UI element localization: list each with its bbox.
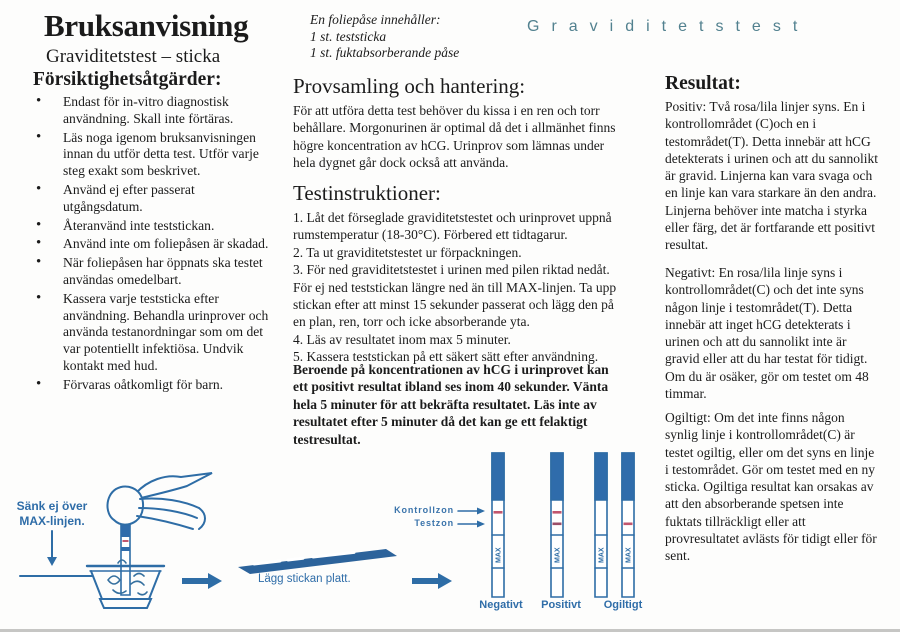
result-positive-paragraph: Positiv: Två rosa/lila linjer syns. En i kontrollområdet (C)och en i testområdet(T). Detta innebär att hCG detekterats i urinen och att du sannolikt är gravid. Linjerna kan vara svaga och en linje kan vara starkare än den andra. Linjerna behöver inte matcha i styrka eller färg, det är fortfarande ett positivt resultat. <box>665 99 878 253</box>
test-zone-label: Testzon <box>414 518 454 528</box>
test-strip-invalid-blank <box>595 453 607 597</box>
results-heading: Resultat: <box>665 73 741 94</box>
page-subtitle: Graviditetstest – sticka <box>46 46 221 67</box>
instruction-step: 4. Läs av resultatet inom max 5 minuter. <box>293 331 511 347</box>
precaution-item: • Använd ej efter passerat utgångsdatum. <box>33 182 271 216</box>
usage-diagram <box>0 430 660 632</box>
package-note-line: En foliepåse innehåller: <box>310 12 441 27</box>
hand-illustration <box>107 473 212 529</box>
strip-label-invalid: Ogiltigt <box>603 599 643 611</box>
instruction-step: 3. För ned graviditetstestet i urinen med pilen riktad nedåt. För ej ned teststickan längre ned än till MAX-linjen. Ta upp stickan efter att minst 15 sekunder passerat och lägg den på en plan, ren, torr och icke absorberande yta. <box>293 262 617 330</box>
timing-warning: Beroende på koncentrationen av hCG i urinprovet kan ett positivt resultat ibland ses inom 40 sekunder. Vänta hela 5 minuter för att bekräfta resultatet. Läs inte av resultatet efter 5 minuter då det kan ge ett felaktigt testresultat. <box>293 362 609 447</box>
sampling-heading: Provsamling och hantering: <box>293 74 526 98</box>
precautions-heading: Försiktighetsåtgärder: <box>33 69 222 90</box>
precaution-item: • Återanvänd inte teststickan. <box>33 218 271 235</box>
max-marking: MAX <box>598 547 606 563</box>
precaution-item: • Läs noga igenom bruksanvisningen innan du utför detta test. Utför varje steg exakt som beskrivet. <box>33 130 271 180</box>
precaution-item: • Förvaras oåtkomligt för barn. <box>33 377 271 394</box>
precaution-item: • Kassera varje teststicka efter användning. Behandla urinprover och använda testanordningar som om det var potentiellt infektiösa. Undvik kontakt med hud. <box>33 291 271 375</box>
instruction-step: 1. Låt det förseglade graviditetstestet och urinprovet uppnå rumstemperatur (18-30°C). Förbered ett tidtagarur. <box>293 210 612 243</box>
flat-stick-illustration <box>238 549 397 574</box>
test-zone-arrow-icon <box>458 521 485 528</box>
precaution-item: • Endast för in-vitro diagnostisk användning. Skall inte förtäras. <box>33 94 271 128</box>
down-arrow-icon <box>47 531 57 566</box>
max-marking: MAX <box>625 547 633 563</box>
max-marking: MAX <box>554 547 562 563</box>
page-title: Bruksanvisning <box>44 8 249 43</box>
instructions-steps <box>293 209 617 366</box>
precaution-item: • Använd inte om foliepåsen är skadad. <box>33 236 271 253</box>
precautions-list <box>33 94 271 396</box>
result-invalid-paragraph: Ogiltigt: Om det inte finns någon synlig linje i kontrollområdet(C) är testet ogiltig, eller om det syns en linje i testområdet. Gör om testet med en ny sticka. Ogiltiga resultat kan orsakas av att den absorberande spetsen inte fuktats tillräckligt eller att provresultatet avlästs för tidigt eller för sent. <box>665 410 877 564</box>
package-note-line: 1 st. fuktabsorberande påse <box>310 45 460 60</box>
strip-label-negative: Negativt <box>479 599 523 611</box>
flow-arrow-icon <box>412 573 452 589</box>
max-line-warning-label: Sänk ej över MAX-linjen. <box>16 499 88 528</box>
control-zone-arrow-icon <box>458 508 485 515</box>
flow-arrow-icon <box>182 573 222 589</box>
sampling-body: För att utföra detta test behöver du kissa i en ren och torr behållare. Morgonurinen är optimal då det i allmänhet finns högre koncentration av hCG. Urinprov som lämnas under hela dygnet går dock också att använda. <box>293 103 616 171</box>
strip-label-positive: Positivt <box>541 599 581 611</box>
instructions-heading: Testinstruktioner: <box>293 181 441 205</box>
precaution-item: • När foliepåsen har öppnats ska testet användas omedelbart. <box>33 255 271 289</box>
package-note-line: 1 st. teststicka <box>310 28 387 44</box>
instruction-step: 2. Ta ut graviditetstestet ur förpackningen. <box>293 244 522 260</box>
package-contents-note <box>310 12 459 62</box>
brand-wordmark: Graviditetstest <box>527 18 810 35</box>
test-strip-positive <box>551 453 563 597</box>
instruction-step: 5. Kassera teststickan på ett säkert sätt efter användning. <box>293 349 599 365</box>
test-strip-invalid-testline <box>622 453 634 597</box>
control-zone-label: Kontrollzon <box>394 505 454 515</box>
max-marking: MAX <box>495 547 503 563</box>
test-strip-negative <box>492 453 504 597</box>
result-negative-paragraph: Negativt: En rosa/lila linje syns i kontrollområdet(C) och det inte syns någon linje i testområdet(T). Detta innebär att inget hCG detekterats i urinen och att du sannolikt inte är gravid eller att du har testat för tidigt. Om du är osäker, gör om testet om 48 timmar. <box>665 265 869 402</box>
lay-flat-label: Lägg stickan platt. <box>258 573 351 585</box>
